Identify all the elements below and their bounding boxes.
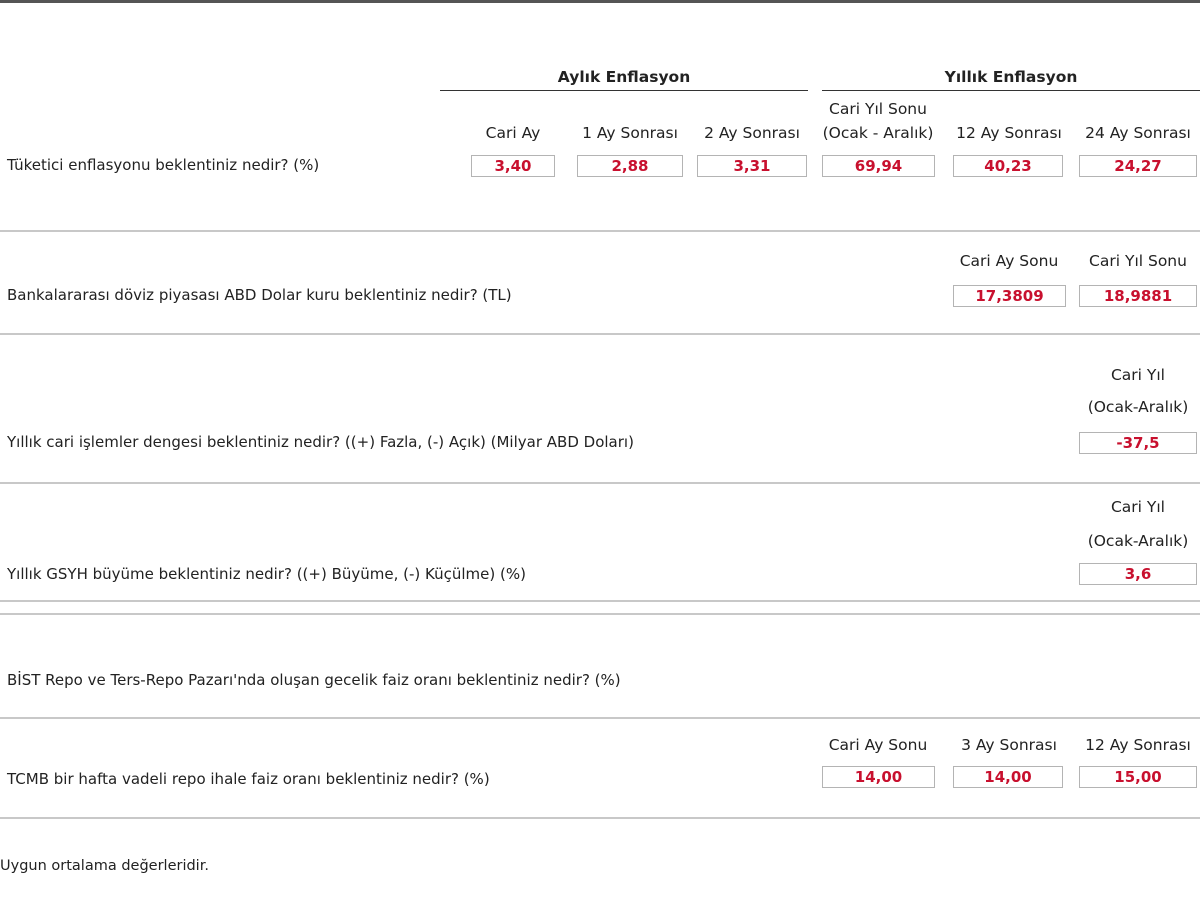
header-current-month: Cari Ay — [485, 124, 541, 142]
value-fx-month-end: 17,3809 — [953, 285, 1066, 307]
divider — [0, 230, 1200, 232]
value-cpi-12-months: 40,23 — [953, 155, 1063, 177]
header-tcmb-3-months: 3 Ay Sonrası — [961, 736, 1057, 754]
divider — [0, 717, 1200, 719]
header-ca-current-year: Cari Yıl — [1110, 366, 1165, 384]
value-cpi-24-months: 24,27 — [1079, 155, 1197, 177]
value-tcmb-3-months: 14,00 — [953, 766, 1063, 788]
header-1-month-later: 1 Ay Sonrası — [582, 124, 678, 142]
header-tcmb-12-months: 12 Ay Sonrası — [1085, 736, 1191, 754]
value-cpi-1-month: 2,88 — [577, 155, 683, 177]
divider — [0, 600, 1200, 602]
group-monthly-inflation: Aylık Enflasyon — [557, 68, 691, 86]
group-annual-inflation: Yıllık Enflasyon — [944, 68, 1078, 86]
divider — [0, 482, 1200, 484]
question-tcmb: TCMB bir hafta vadeli repo ihale faiz oranı beklentiniz nedir? (%) — [7, 770, 490, 788]
value-tcmb-12-months: 15,00 — [1079, 766, 1197, 788]
header-gdp-current-year: Cari Yıl — [1110, 498, 1165, 516]
question-cpi: Tüketici enflasyonu beklentiniz nedir? (%) — [7, 156, 320, 174]
header-ca-jan-dec: (Ocak-Aralık) — [1087, 398, 1189, 416]
header-24-months-later: 24 Ay Sonrası — [1085, 124, 1191, 142]
divider — [0, 613, 1200, 615]
header-year-end: Cari Yıl Sonu — [829, 100, 927, 118]
header-gdp-jan-dec: (Ocak-Aralık) — [1087, 532, 1189, 550]
value-cpi-year-end: 69,94 — [822, 155, 935, 177]
header-12-months-later: 12 Ay Sonrası — [956, 124, 1062, 142]
group-underline-annual — [822, 90, 1200, 91]
question-bist-repo: BİST Repo ve Ters-Repo Pazarı'nda oluşan gecelik faiz oranı beklentiniz nedir? (%) — [7, 671, 621, 689]
value-tcmb-month-end: 14,00 — [822, 766, 935, 788]
header-2-months-later: 2 Ay Sonrası — [704, 124, 800, 142]
divider — [0, 817, 1200, 819]
top-border — [0, 0, 1200, 3]
header-jan-dec: (Ocak - Aralık) — [822, 124, 934, 142]
header-tcmb-month-end: Cari Ay Sonu — [828, 736, 928, 754]
group-underline-monthly — [440, 90, 808, 91]
value-gdp: 3,6 — [1079, 563, 1197, 585]
footnote: Uygun ortalama değerleridir. — [0, 858, 209, 874]
value-current-account: -37,5 — [1079, 432, 1197, 454]
value-fx-year-end: 18,9881 — [1079, 285, 1197, 307]
header-fx-year-end: Cari Yıl Sonu — [1089, 252, 1187, 270]
divider — [0, 333, 1200, 335]
question-current-account: Yıllık cari işlemler dengesi beklentiniz nedir? ((+) Fazla, (-) Açık) (Milyar ABD Doları) — [7, 433, 634, 451]
value-cpi-2-months: 3,31 — [697, 155, 807, 177]
value-cpi-current-month: 3,40 — [471, 155, 555, 177]
question-fx: Bankalararası döviz piyasası ABD Dolar kuru beklentiniz nedir? (TL) — [7, 286, 512, 304]
header-fx-month-end: Cari Ay Sonu — [959, 252, 1059, 270]
question-gdp: Yıllık GSYH büyüme beklentiniz nedir? ((+) Büyüme, (-) Küçülme) (%) — [7, 565, 526, 583]
